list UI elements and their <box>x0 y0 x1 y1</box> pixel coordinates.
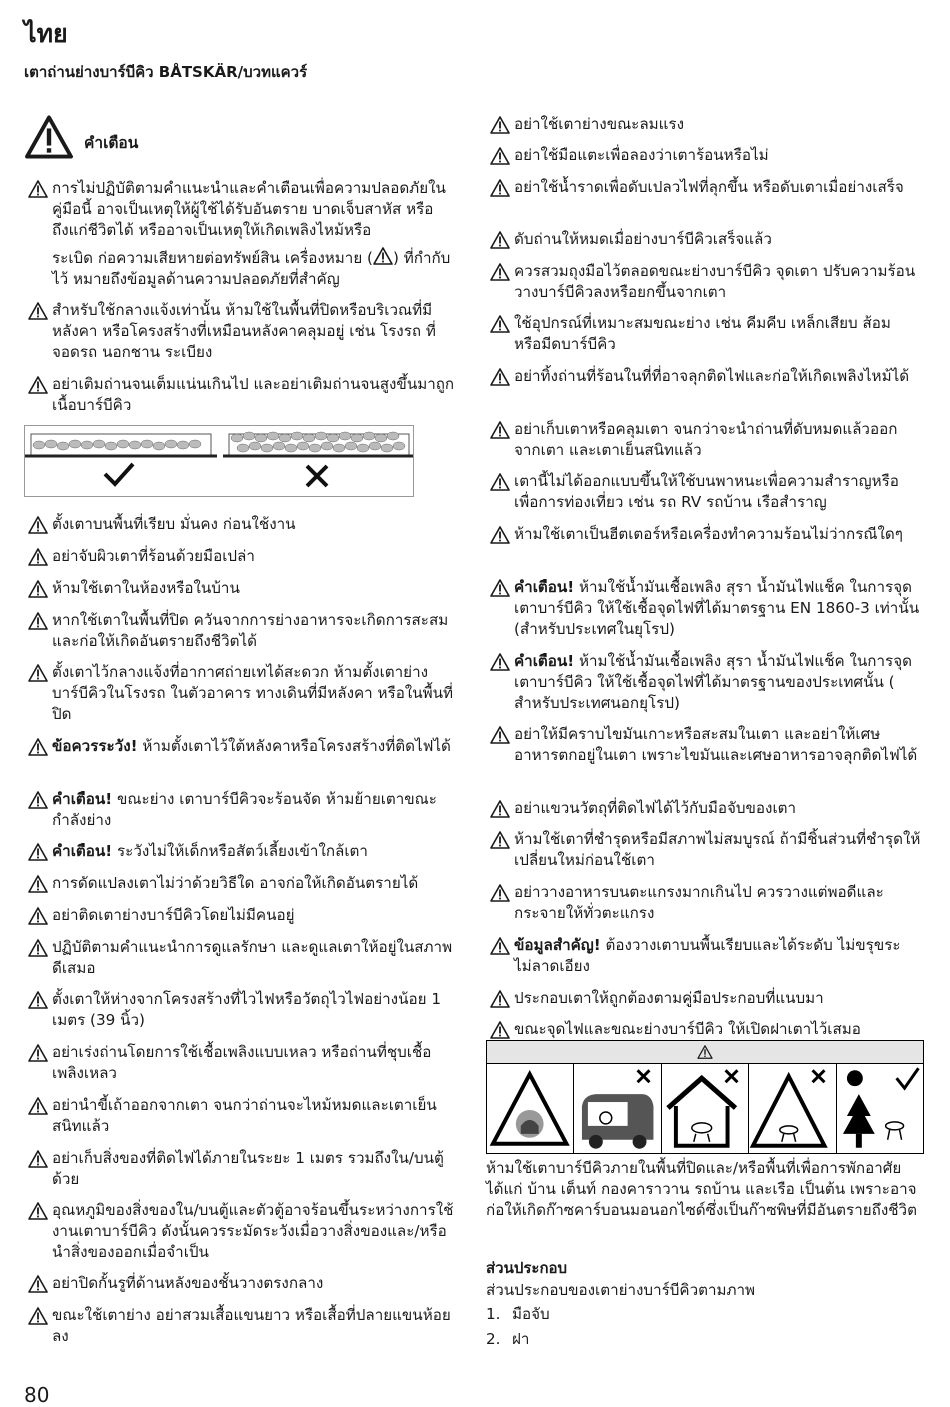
warning-icon <box>24 1044 52 1062</box>
safety-item <box>24 736 460 757</box>
safety-item <box>24 662 460 725</box>
warning-icon <box>24 1307 52 1325</box>
safety-item <box>486 261 922 303</box>
page-number: 80 <box>24 1383 50 1407</box>
safety-item-text: คำเตือน! ห้ามใช้น้ำมันเชื้อเพลิง สุรา น้ำมันไฟแช็ค ในการจุดเตาบาร์บีคิว ให้ใช้เชื้อจุดไฟที่ได้มาตรฐานของประเทศนั้น ( สำหรับประเทศนอกยุโรป) <box>514 652 912 712</box>
parts-intro: ส่วนประกอบของเตาย่างบาร์บีคิวตามภาพ <box>486 1281 756 1299</box>
safety-item <box>24 1273 460 1294</box>
warning-inline-icon <box>373 247 393 265</box>
safety-item-text: อุณหภูมิของสิ่งของใน/บนตู้และตัวตู้อาจร้อนขึ้นระหว่างการใช้งานเตาบาร์บีคิว ดังนั้นควรระมัดระวังเมื่อวางสิ่งของและ/หรือนำสิ่งของออกเมื่อจำเป็น <box>52 1201 454 1261</box>
warning-icon <box>486 726 514 744</box>
warning-icon <box>486 579 514 597</box>
warning-icon <box>486 179 514 197</box>
warning-icon <box>24 664 52 682</box>
warning-icon <box>24 875 52 893</box>
safety-item-text: เตานี้ไม่ได้ออกแบบขึ้นให้ใช้บนพาหนะเพื่อความสำราญหรือเพื่อการท่องเที่ยว เช่น รถ RV รถบ้าน เรือสำราญ <box>514 472 899 511</box>
warning-icon <box>24 991 52 1009</box>
safety-item-text: อย่าแขวนวัตถุที่ติดไฟได้ไว้กับมือจับของเตา <box>514 799 797 817</box>
safety-item <box>486 114 922 135</box>
safety-item-text: อย่าปิดกั้นรูที่ด้านหลังของชั้นวางตรงกลาง <box>52 1274 324 1292</box>
safety-item <box>24 905 460 926</box>
warning-icon <box>24 791 52 809</box>
safety-item-text: อย่าจับผิวเตาที่ร้อนด้วยมือเปล่า <box>52 547 255 565</box>
safety-item <box>486 419 922 461</box>
warning-icon <box>486 147 514 165</box>
warning-icon <box>486 990 514 1008</box>
safety-item-text: หากใช้เตาในพื้นที่ปิด ควันจากการย่างอาหารจะเกิดการสะสมและก่อให้เกิดอันตรายถึงชีวิตได้ <box>52 611 449 650</box>
safety-item <box>486 798 922 819</box>
warning-icon <box>486 653 514 671</box>
warning-icon <box>486 315 514 333</box>
safety-item <box>24 546 460 567</box>
warning-icon <box>24 843 52 861</box>
warning-icon <box>24 612 52 630</box>
safety-item-text: ตั้งเตาไว้กลางแจ้งที่อากาศถ่ายเทได้สะดวก ห้ามตั้งเตาย่างบาร์บีคิวในโรงรถ ในตัวอาคาร ทางเดินที่มีหลังคา หรือในพื้นที่ปิด <box>52 663 454 723</box>
parts-section-title: ส่วนประกอบ <box>486 1259 568 1277</box>
safety-item <box>24 178 460 241</box>
safety-item-text: ตั้งเตาให้ห่างจากโครงสร้างที่ไวไฟหรือวัตถุไวไฟอย่างน้อย 1 เมตร (39 นิ้ว) <box>52 990 441 1029</box>
safety-item <box>486 229 922 250</box>
warning-icon <box>697 1045 713 1059</box>
warning-large-icon <box>24 115 74 159</box>
charcoal-fill-illustration <box>24 425 414 497</box>
closing-paragraph: ห้ามใช้เตาบาร์บีคิวภายในพื้นที่ปิดและ/หรือพื้นที่เพื่อการพักอาศัย ได้แก่ บ้าน เต็นท์ กองคาราวาน รถบ้าน และเรือ เป็นต้น เพราะอาจก่อให้เกิดก๊าซคาร์บอนมอนอกไซด์ซึ่งเป็นก๊าซพิษที่มีอันตรายถึงชีวิต <box>486 1159 917 1219</box>
safety-item-text: อย่าเก็บสิ่งของที่ติดไฟได้ภายในระยะ 1 เมตร รวมถึงใน/บนตู้ด้วย <box>52 1149 444 1188</box>
safety-item-text: ใช้อุปกรณ์ที่เหมาะสมขณะย่าง เช่น คีมคีบ เหล็กเสียบ ส้อม หรือมีดบาร์บีคิว <box>514 314 891 353</box>
safety-item-text: ห้ามใช้เตาในห้องหรือในบ้าน <box>52 579 240 597</box>
safety-item-text: ห้ามใช้เตาเป็นฮีตเตอร์หรือเครื่องทำความร้อนไม่ว่ากรณีใดๆ <box>514 525 903 543</box>
safety-item <box>486 882 922 924</box>
safety-item <box>486 988 922 1009</box>
safety-item-text: อย่าวางอาหารบนตะแกรงมากเกินไป ควรวางแต่พอดีและกระจายให้ทั่วตะแกรง <box>514 883 884 922</box>
safety-item <box>24 300 460 363</box>
warning-icon <box>486 937 514 955</box>
safety-item-text: ห้ามใช้เตาที่ชำรุดหรือมีสภาพไม่สมบูรณ์ ถ้ามีชิ้นส่วนที่ชำรุดให้เปลี่ยนใหม่ก่อนใช้เตา <box>514 830 921 869</box>
warning-icon <box>24 1097 52 1115</box>
warning-icon <box>24 180 52 198</box>
safety-item <box>24 789 460 831</box>
safety-item <box>486 177 922 198</box>
carbon-monoxide-hazard-icon <box>487 1064 574 1153</box>
safety-item <box>24 578 460 599</box>
safety-item <box>24 1305 460 1347</box>
warning-icon <box>24 548 52 566</box>
safety-item <box>24 937 460 979</box>
safety-item-text: สำหรับใช้กลางแจ้งเท่านั้น ห้ามใช้ในพื้นที่ปิดหรือบริเวณที่มีหลังคา หรือโครงสร้างที่เหมือนหลังคาคลุมอยู่ เช่น โรงรถ ที่จอดรถ นอกชาน ระเบียง <box>52 301 436 361</box>
warning-icon <box>486 884 514 902</box>
safety-item <box>486 145 922 166</box>
safety-item <box>24 989 460 1031</box>
safety-item <box>486 313 922 355</box>
safety-item <box>486 1019 922 1040</box>
safety-item-text: ข้อมูลสำคัญ! ต้องวางเตาบนพื้นเรียบและได้ระดับ ไม่ขรุขระ ไม่ลาดเอียง <box>514 936 901 975</box>
warning-icon <box>24 516 52 534</box>
outdoor-allowed-icon <box>837 1064 923 1153</box>
safety-item-text: ข้อควรระวัง! ห้ามตั้งเตาไว้ใต้หลังคาหรือโครงสร้างที่ติดไฟได้ <box>52 737 451 755</box>
safety-item <box>486 577 922 640</box>
safety-item <box>24 1042 460 1084</box>
safety-item-text: ขณะจุดไฟและขณะย่างบาร์บีคิว ให้เปิดฝาเตาไว้เสมอ <box>514 1020 861 1038</box>
warning-icon <box>24 907 52 925</box>
warning-heading <box>24 115 138 159</box>
safety-item-text: คำเตือน! ระวังไม่ให้เด็กหรือสัตว์เลี้ยงเข้าใกล้เตา <box>52 842 368 860</box>
safety-item <box>24 841 460 862</box>
no-vehicle-icon <box>574 1064 661 1153</box>
parts-list-item: 1. มือจับ <box>486 1305 550 1323</box>
warning-icon <box>486 368 514 386</box>
safety-item-text: ดับถ่านให้หมดเมื่อย่างบาร์บีคิวเสร็จแล้ว <box>514 230 772 248</box>
no-indoor-icon <box>662 1064 749 1153</box>
safety-item-text: อย่าใช้เตาย่างขณะลมแรง <box>514 115 685 133</box>
safety-item-continuation: ระเบิด ก่อความเสียหายต่อทรัพย์สิน เครื่องหมาย ( ) ที่กำกับไว้ หมายถึงข้อมูลด้านความปลอดภัยที่สำคัญ <box>52 249 451 288</box>
warning-icon <box>486 831 514 849</box>
safety-item <box>486 829 922 871</box>
safety-item <box>486 651 922 714</box>
warning-icon <box>24 302 52 320</box>
safety-item <box>486 524 922 545</box>
warning-icon <box>486 1021 514 1039</box>
warning-icon <box>486 473 514 491</box>
safety-item-text: อย่าเติมถ่านจนเต็มแน่นเกินไป และอย่าเติมถ่านจนสูงขึ้นมาถูกเนื้อบาร์บีคิว <box>52 375 455 414</box>
language-heading: ไทย <box>24 19 68 48</box>
warning-icon <box>24 738 52 756</box>
safety-item-text: อย่านำขี้เถ้าออกจากเตา จนกว่าถ่านจะไหม้หมดและเตาเย็นสนิทแล้ว <box>52 1096 437 1135</box>
safety-item <box>486 471 922 513</box>
safety-item <box>486 724 922 766</box>
safety-item-text: ประกอบเตาให้ถูกต้องตามคู่มือประกอบที่แนบมา <box>514 989 824 1007</box>
safety-item <box>486 935 922 977</box>
safety-item-text: การดัดแปลงเตาไม่ว่าด้วยวิธีใด อาจก่อให้เกิดอันตรายได้ <box>52 874 419 892</box>
safety-item <box>24 610 460 652</box>
safety-item-text: อย่าทิ้งถ่านที่ร้อนในที่ที่อาจลุกติดไฟและก่อให้เกิดเพลิงไหม้ได้ <box>514 367 910 385</box>
warning-icon <box>486 800 514 818</box>
safety-item <box>486 366 922 387</box>
warning-heading-label: คำเตือน <box>84 134 139 152</box>
grill-overfilled-icon <box>223 432 413 486</box>
no-tent-icon <box>749 1064 836 1153</box>
safety-item <box>24 514 460 535</box>
safety-item-text: การไม่ปฏิบัติตามคำแนะนำและคำเตือนเพื่อความปลอดภัยในคู่มือนี้ อาจเป็นเหตุให้ผู้ใช้ได้รับอันตราย บาดเจ็บสาหัส หรือถึงแก่ชีวิตได้ หรืออาจเป็นเหตุให้เกิดเพลิงไหม้หรือ <box>52 179 446 239</box>
warning-icon <box>24 939 52 957</box>
safety-item-text: ปฏิบัติตามคำแนะนำการดูแลรักษา และดูแลเตาให้อยู่ในสภาพดีเสมอ <box>52 938 453 977</box>
safety-item-text: อย่าใช้มือแตะเพื่อลองว่าเตาร้อนหรือไม่ <box>514 146 769 164</box>
warning-icon <box>24 580 52 598</box>
safety-item <box>24 1200 460 1263</box>
parts-list-item: 2. ฝา <box>486 1330 530 1348</box>
safety-item-text: คำเตือน! ห้ามใช้น้ำมันเชื้อเพลิง สุรา น้ำมันไฟแช็ค ในการจุดเตาบาร์บีคิว ให้ใช้เชื้อจุดไฟที่ได้มาตรฐาน EN 1860-3 เท่านั้น (สำหรับประเทศในยุโรป) <box>514 578 920 638</box>
safety-item <box>24 873 460 894</box>
warning-icon <box>24 376 52 394</box>
safety-item-text: ควรสวมถุงมือไว้ตลอดขณะย่างบาร์บีคิว จุดเตา ปรับความร้อน วางบาร์บีคิวลงหรือยกขึ้นจากเตา <box>514 262 916 301</box>
warning-icon <box>24 1202 52 1220</box>
safety-item-text: อย่าเก็บเตาหรือคลุมเตา จนกว่าจะนำถ่านที่ดับหมดแล้วออกจากเตา และเตาเย็นสนิทแล้ว <box>514 420 898 459</box>
safety-item-text: อย่าติดเตาย่างบาร์บีคิวโดยไม่มีคนอยู่ <box>52 906 295 924</box>
warning-icon <box>486 526 514 544</box>
safety-item <box>24 1095 460 1137</box>
product-title: เตาถ่านย่างบาร์บีคิว BÅTSKÄR/บวทแควร์ <box>24 63 308 81</box>
warning-icon <box>486 421 514 439</box>
safety-item-text: อย่าให้มีคราบไขมันเกาะหรือสะสมในเตา และอย่าให้เศษอาหารตกอยู่ในเตา เพราะไขมันและเศษอาหารอาจลุกติดไฟได้ <box>514 725 918 764</box>
warning-icon <box>24 1275 52 1293</box>
safety-item-text: อย่าใช้น้ำราดเพื่อดับเปลวไฟที่ลุกขึ้น หรือดับเตาเมื่อย่างเสร็จ <box>514 178 904 196</box>
safety-item-text: ตั้งเตาบนพื้นที่เรียบ มั่นคง ก่อนใช้งาน <box>52 515 296 533</box>
grill-correct-icon <box>25 434 217 484</box>
warning-icon <box>486 231 514 249</box>
warning-icon <box>486 263 514 281</box>
safety-item <box>24 374 460 416</box>
warning-icon <box>486 116 514 134</box>
safety-item-text: คำเตือน! ขณะย่าง เตาบาร์บีคิวจะร้อนจัด ห้ามย้ายเตาขณะกำลังย่าง <box>52 790 437 829</box>
prohibited-locations-pictogram <box>486 1040 924 1154</box>
safety-item <box>24 1148 460 1190</box>
safety-item-text: อย่าเร่งถ่านโดยการใช้เชื้อเพลิงแบบเหลว หรือถ่านที่ชุบเชื้อเพลิงเหลว <box>52 1043 432 1082</box>
warning-icon <box>24 1150 52 1168</box>
safety-item-text: ขณะใช้เตาย่าง อย่าสวมเสื้อแขนยาว หรือเสื้อที่ปลายแขนห้อยลง <box>52 1306 451 1345</box>
